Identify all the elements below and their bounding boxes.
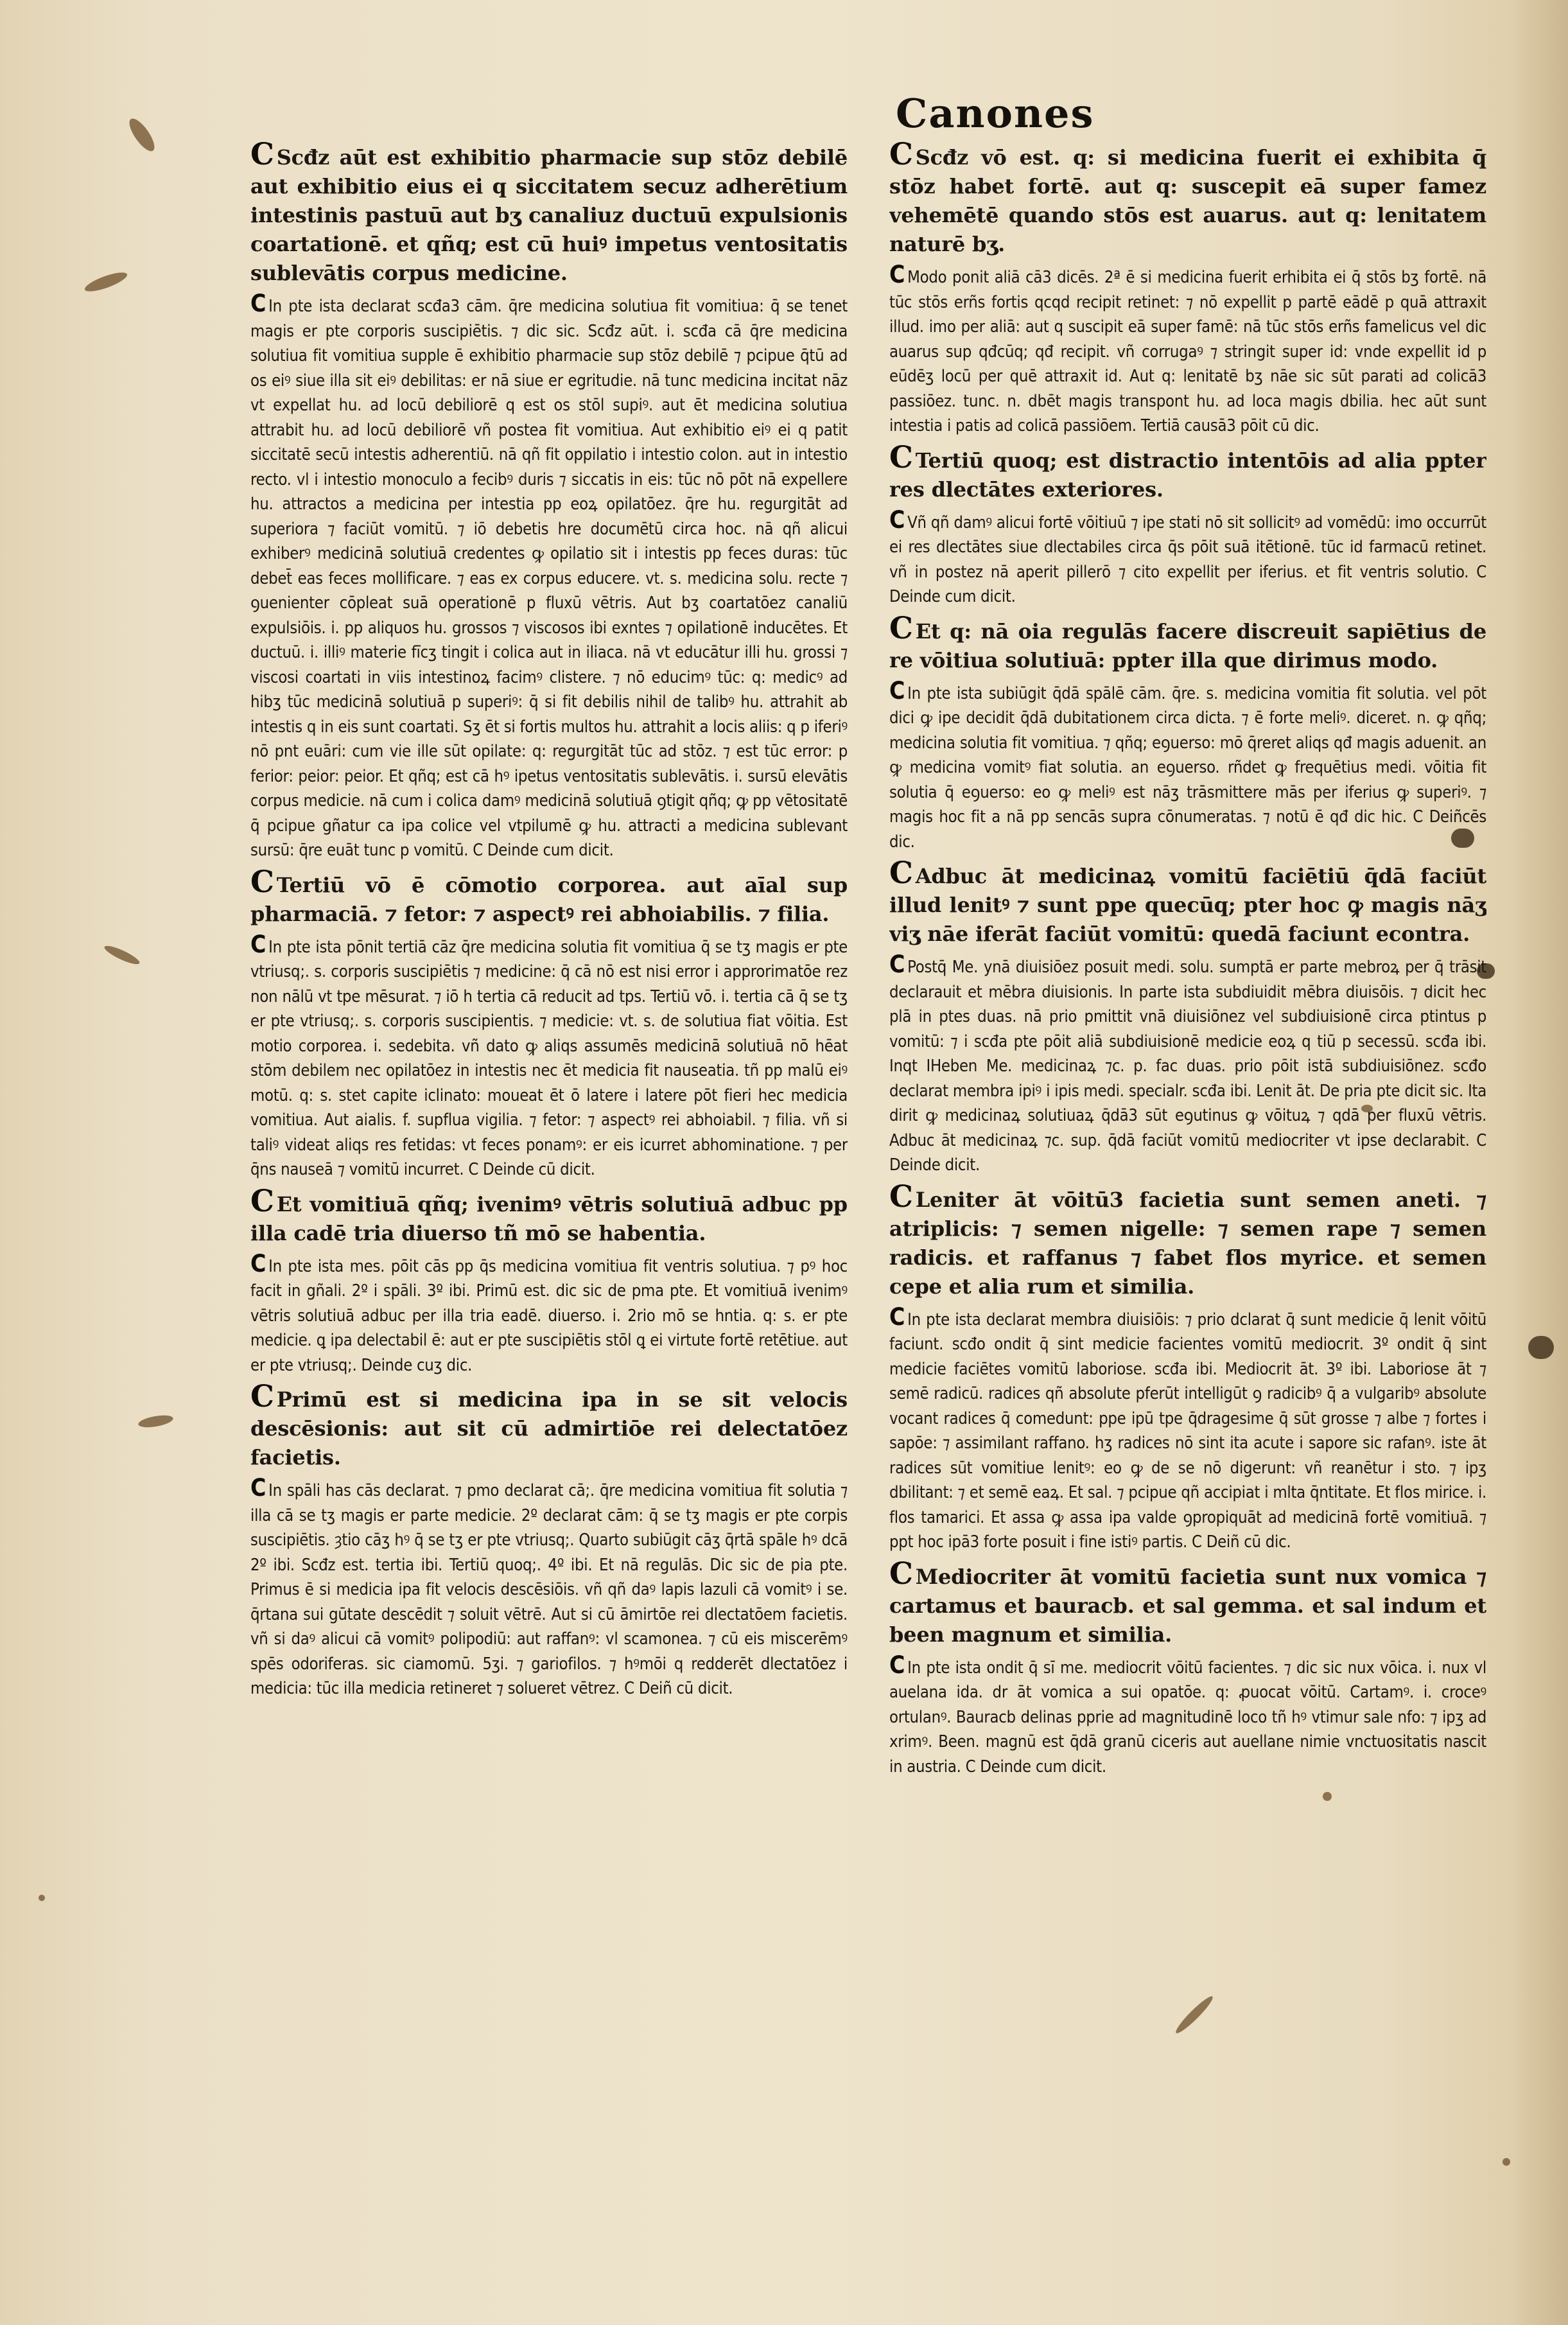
commentary-paragraph xyxy=(250,930,848,1182)
paragraph-text: Et q: nā oia regulās facere discreuit sapiētius de re vōitiua solutiuā: ppter illa que dirimus modo. xyxy=(889,619,1486,672)
paragraph-mark: C xyxy=(250,930,266,958)
right-column xyxy=(889,138,1486,2270)
lemma-paragraph xyxy=(889,855,1486,949)
paragraph-text: Scđz vō est. q: si medicina fuerit ei exhibita q̄ stōz habet fortē. aut q: suscepit eā super famez vehemētē quando stōs est auarus. aut q: lenitatem naturē bʒ. xyxy=(889,145,1486,256)
paragraph-mark: C xyxy=(889,855,913,890)
paragraph-text: In pte ista subiūgit q̄dā spālē cām. q̄re. s. medicina vomitia fit solutia. vel pōt dici ꝙ ipe decidit q̄dā dubitationem circa dicta. ⁊ ē forte meliꝰ. diceret. n. ꝙ qñq; medicina solutia fit vomitiua. ⁊ qñq; eꝯuerso: mō q̄reret aliqs qđ magis aduenit. an ꝙ medicina vomitꝰ fiat solutia. an eꝯuerso. rñdet ꝙ frequētius medi. vōitia fit solutia q̄ eꝯuerso: eo ꝙ meliꝰ est nāʒ trāsmittere mās per iferius ꝙ superiꝰ. ⁊ magis hoc fit a nā pp sencās supra cōnumeratas. ⁊ notū ē qđ dic hic. C Deiñcēs dic. xyxy=(889,683,1486,852)
commentary-paragraph xyxy=(889,676,1486,855)
commentary-paragraph xyxy=(889,505,1486,610)
paragraph-text: Modo ponit aliā cā3 dicēs. 2ª ē si medicina fuerit erhibita ei q̄ stōs bʒ fortē. nā tūc stōs erñs fortis qcqd recipit retinet: ⁊ nō expellit p partē eādē p quā attraxit illud. imo per aliā: aut q suscipit eā super famē: nā tūc stōs erñs famelicus vel dic auarus sup qđcūq; qđ recipit. vñ corrugaꝰ ⁊ stringit super id: vnde expellit id p eūdēʒ locū per quē attraxit id. Aut q: lenitatē bʒ nāe sic sūt parati ad colicā3 passiōez. tunc. n. dbēt magis transpont hu. ad loca magis dbilia. hec aūt sunt intestia i patis ad colicā passiōem. Tertiā causā3 pōit cū dic. xyxy=(889,268,1486,435)
paragraph-text: Mediocriter āt vomitū facietia sunt nux vomica ⁊ cartamus et bauracb. et sal gemma. et sal indum et been magnum et similia. xyxy=(889,1564,1486,1647)
commentary-paragraph xyxy=(250,1249,848,1378)
commentary-paragraph xyxy=(250,1474,848,1701)
paragraph-text: Scđz aūt est exhibitio pharmacie sup stōz debilē aut exhibitio eius ei q siccitatem secuz adherētium intestinis pastuū aut bʒ canaliuz ductuū expulsionis coartationē. et qñq; est cū huiꝰ impetus ventositatis sublevātis corpus medicine. xyxy=(250,145,848,285)
paragraph-text: Et vomitiuā qñq; ivenimꝰ vētris solutiuā adbuc pp illa cadē tria diuerso tñ mō se habentia. xyxy=(250,1191,848,1245)
paragraph-text: In pte ista declarat membra diuisiōis: ⁊ prio dclarat q̄ sunt medicie q̄ lenit vōitū faciunt. scđo ondit q̄ sint medicie facientes vomitū mediocrit. 3º ondit q̄ sint medicie faciētes vomitū laboriose. scđa ibi. Mediocrit āt. 3º ibi. Laboriose āt ⁊ semē radicū. radices qñ absolute pferūt intelligūt ꝯ radicibꝰ q̄ a vulgaribꝰ absolute vocant radices q̄ comedunt: ppe ipū tpe q̄dragesime q̄ sūt grosse ⁊ albe ⁊ fortes i sapōe: ⁊ assimilant raffano. hʒ radices nō sint ita acute i sapore sic rafanꝰ. iste āt radices sūt vomitiue lenitꝰ: eo ꝙ de se nō digerunt: vñ reanētur i sto. ⁊ ipʒ dbilitant: ⁊ et semē eaꝝ. Et sal. ⁊ pcipue qñ accipiat i mlta q̄ntitate. Et flos mirice. i. flos tamarici. Et assa ꝙ assa ipa valde ꝯpropiquāt ad medicinā fortē vomitiuā. ⁊ ppt hoc ipā3 forte posuit i fine istiꝰ partis. C Deiñ cū dic. xyxy=(889,1310,1486,1552)
wormhole xyxy=(1528,1336,1554,1359)
foxing-stain xyxy=(1503,2158,1510,2166)
paragraph-mark: C xyxy=(889,1303,905,1331)
foxing-stain xyxy=(103,943,141,967)
paragraph-text: In pte ista mes. pōit cās pp q̄s medicina vomitiua fit ventris solutiua. ⁊ pꝰ hoc facit in gñali. 2º i spāli. 3º ibi. Primū est. dic sic de pma pte. Et vomitiuā ivenimꝰ vētris solutiuā adbuc per illa tria eadē. diuerso. i. 2rio mō se hntia. q: s. er pte medicie. ꝗ ipa delectabil ē: aut er pte suscipiētis stōl ꝗ ei virtute fortē retētiue. aut er pte vtriusq;. Deinde cuʒ dic. xyxy=(250,1256,848,1375)
paragraph-mark: C xyxy=(250,1378,274,1414)
foxing-stain xyxy=(83,269,129,295)
foxing-stain xyxy=(125,115,159,155)
paragraph-text: Primū est si medicina ipa in se sit velocis descēsionis: aut sit cū admirtiōe rei delectatōez facietis. xyxy=(250,1387,848,1470)
commentary-paragraph xyxy=(889,1303,1486,1555)
paragraph-text: Tertiū quoq; est distractio intentōis ad alia ppter res dlectātes exteriores. xyxy=(889,448,1486,502)
paragraph-text: Postq̄ Me. ynā diuisiōez posuit medi. solu. sumptā er parte mebroꝝ per q̄ trāsit declarauit et mēbra diuisionis. In parte ista subdiuidit mēbra diuisōis. ⁊ dicit hec plā in ptes duas. nā prio pmittit vnā diuisiōnez vel subdiuisionē circa ptintus p vomitū: ⁊ i scđa pte pōit aliā subdiuisionē medicie eoꝝ q tiū p secessū. scđa ibi. Inqt IHeben Me. medicinaꝝ ⁊c. p. fac duas. prio pōit istā subdiuisiōnez. scđo declarat membra ipiꝰ i ipis medi. specialr. scđa ibi. Lenit āt. De pria pte dicit sic. Ita dirit ꝙ medicinaꝝ solutiuaꝝ q̄dā3 sūt eꝯutinus ꝙ vōituꝝ ⁊ qdā per fluxū vētris. Adbuc āt medicinaꝝ ⁊c. sup. q̄dā faciūt vomitū mediocriter vt ipse declarabit. C Deinde dicit. xyxy=(889,958,1486,1175)
lemma-paragraph xyxy=(250,1182,848,1248)
commentary-paragraph xyxy=(889,951,1486,1178)
paragraph-text: Vñ qñ damꝰ alicui fortē vōitiuū ⁊ ipe stati nō sit sollicitꝰ ad vomēdū: imo occurrūt ei res dlectātes siue dlectabiles circa q̄s pōit suā itētionē. tūc id farmacū retinet. vñ in postez nā aperit pillerō ⁊ cito expellit per iferius. et fit ventris solutio. C Deinde cum dicit. xyxy=(889,513,1486,606)
foxing-stain xyxy=(39,1895,45,1901)
lemma-paragraph xyxy=(889,610,1486,675)
paragraph-text: In pte ista pōnit tertiā cāz q̄re medicina solutia fit vomitiua q̄ se tʒ magis er pte vtriusq;. s. corporis suscipiētis ⁊ medicine: q̄ cā nō est nisi error i approrimatōe rez non nālū vt tpe mēsurat. ⁊ iō h tertia cā reducit ad tps. Tertiū vō. i. tertia cā q̄ se tʒ er pte vtriusq;. s. corporis suscipientis. ⁊ medicie: vt. s. de solutiua fiat vōitia. Est motio corporea. i. sedebita. vñ dato ꝙ aliqs assumēs medicinā solutiuā nō hēat stōm debilem nec opilatōez in intestis nec ēt medicia fit nauseatia. tñ pp malū eiꝰ motū. q: s. stet capite iclinato: moueat ēt ō latere i latere pōt fieri hec medicia vomitiua. Aut aialis. f. supflua vigilia. ⁊ fetor: ⁊ aspectꝰ rei abhoiabil. ⁊ filia. vñ si taliꝰ videat aliqs res fetidas: vt feces ponamꝰ: er eis icurret abhominatione. ⁊ per q̄ns nauseā ⁊ vomitū incurret. C Deinde cū dicit. xyxy=(250,937,848,1179)
paragraph-text: In pte ista ondit q̄ sī me. mediocrit vōitū facientes. ⁊ dic sic nux vōica. i. nux vl auelana ida. dr āt vomica a sui opatōe. q: ꝓuocat vōitū. Cartamꝰ. i. croceꝰ ortulanꝰ. Bauracb delinas pprie ad magnitudinē loco tñ hꝰ vtimur sale nfo: ⁊ ipʒ ad xrimꝰ. Been. magnū est q̄dā granū ciceris aut auellane nimie vnctuositatis nascit in austria. C Deinde cum dicit. xyxy=(889,1658,1486,1777)
paragraph-mark: C xyxy=(889,676,905,705)
paragraph-mark: C xyxy=(889,610,913,645)
left-column xyxy=(250,138,848,2270)
commentary-paragraph xyxy=(889,1651,1486,1780)
paragraph-mark: C xyxy=(250,1474,266,1502)
paragraph-mark: C xyxy=(889,1555,913,1591)
paragraph-text: Adbuc āt medicinaꝝ vomitū faciētiū q̄dā faciūt illud lenitꝰ ⁊ sunt ppe quecūq; pter hoc ꝙ magis nāʒ viʒ nāe iferāt faciūt vomitū: quedā faciunt econtra. xyxy=(889,864,1486,946)
paragraph-mark: C xyxy=(250,1249,266,1277)
lemma-paragraph xyxy=(889,1555,1486,1649)
commentary-paragraph xyxy=(250,290,848,863)
paragraph-mark: C xyxy=(250,290,266,317)
lemma-paragraph xyxy=(250,138,848,288)
paragraph-mark: C xyxy=(889,505,905,534)
paragraph-mark: C xyxy=(250,1182,274,1218)
paragraph-text: Leniter āt vōitū3 facietia sunt semen aneti. ⁊ atriplicis: ⁊ semen nigelle: ⁊ semen rape ⁊ semen radicis. et raffanus ⁊ fabet flos myrice. et semen cepe et alia rum et similia. xyxy=(889,1187,1486,1299)
foxing-stain xyxy=(137,1413,174,1429)
paragraph-text: In spāli has cās declarat. ⁊ pmo declarat cā;. q̄re medicina vomitiua fit solutia ⁊ illa cā se tʒ magis er parte medicie. 2º declarat cām: q̄ se tʒ magis er pte corpis suscipiētis. ȝtio cāʒ hꝰ q̄ se tʒ er pte vtriusq;. Quarto subiūgit cāʒ q̄rtā spāle hꝰ dcā 2º ibi. Scđz est. tertia ibi. Tertiū quoq;. 4º ibi. Et nā regulās. Dic sic de pia pte. Primus ē si medicia ipa fit velocis descēsiōis. vñ qñ daꝰ lapis lazuli cā vomitꝰ i se. q̄rtana sui gūtate descēdit ⁊ soluit vētrē. Aut si cū āmirtōe rei dlectatōem facietis. vñ si daꝰ alicui cā vomitꝰ polipodiū: aut raffanꝰ: vl scamonea. ⁊ cū eis miscerēmꝰ spēs odoriferas. sic ciamomū. 5ʒi. ⁊ gariofilos. ⁊ hꝰmōi q redderēt dlectatōez i medicia: tūc illa medicia retineret ⁊ solueret vētrez. C Deiñ cū dicit. xyxy=(250,1481,848,1698)
paragraph-text: In pte ista declarat scđa3 cām. q̄re medicina solutiua fit vomitiua: q̄ se tenet magis er pte corporis suscipiētis. ⁊ dic sic. Scđz aūt. i. scđa cā q̄re medicina solutiua fit vomitiua supple ē exhibitio pharmacie sup stōz debilē ⁊ pcipue q̄tū ad os eiꝰ siue illa sit eiꝰ debilitas: er nā siue er egritudie. nā tunc medicina incitat nāz vt expellat hu. ad locū debiliorē q est os stōl supiꝰ. aut ēt medicina solutiua attrabit hu. ad locū debiliorē vñ postea fit vomitiua. Aut exhibitio eiꝰ ei q patit siccitatē secū intestis adherentiū. nā qñ fit oppilatio i intestio colon. aut in intestio recto. vl i intestio monoculo a fecibꝰ duris ⁊ siccatis in eis: tūc nō pōt nā expellere hu. attractos a medicina per intestia pp eoꝝ opilatōez. q̄re hu. regurgitāt ad superiora ⁊ faciūt vomitū. ⁊ iō debetis hre documētū circa hoc. nā qñ alicui exhiberꝰ medicinā solutiuā credentes ꝙ opilatio sit i intestis pp feces duras: tūc debet̄ eas feces mollificare. ⁊ eas ex corpus educere. vt. s. medicina solu. recte ⁊ ꝯuenienter cōpleat suā operationē p fluxū vētris. Aut bʒ coartatōez canaliū expulsiōis. i. pp aliquos hu. grossos ⁊ viscosos ibi exntes ⁊ opilationē inducētes. Et ductuū. i. illiꝰ materie fīcʒ tingit i colica aut in iliaca. nā vt educātur illi hu. grossi ⁊ viscosi coartati in viis intestinoꝝ facimꝰ clistere. ⁊ nō educimꝰ tūc: q: medicꝰ ad hibʒ tūc medicinā solutiuā p superiꝰ: q̄ si fit debilis nihil de talibꝰ hu. attrahit ab intestis q in eis sunt coartati. Sʒ ēt si fortis multos hu. attrahit a locis aliis: q p iferiꝰ nō pnt euāri: cum vie ille sūt opilate: q: regurgitāt tūc ad stōz. ⁊ est tūc error: p ferior: peior: peior. Et qñq; est cā hꝰ ipetus ventositatis sublevātis. i. sursū elevātis corpus medicie. nā cum i colica damꝰ medicinā solutiuā ꝯtigit qñq; ꝙ pp vētositatē q̄ pcipue gñatur ca ipa colice vel vtpilumē ꝙ hu. attracti a medicina sublevant sursū: q̄re euāt tunc p vomitū. C Deinde cum dicit. xyxy=(250,297,848,860)
paragraph-mark: C xyxy=(889,261,905,288)
paragraph-mark: C xyxy=(889,1178,913,1214)
lemma-paragraph xyxy=(889,138,1486,259)
lemma-paragraph xyxy=(250,1378,848,1472)
paragraph-mark: C xyxy=(889,1651,905,1679)
paragraph-mark: C xyxy=(889,439,913,475)
running-head: Canones xyxy=(896,90,1095,137)
lemma-paragraph xyxy=(889,439,1486,504)
commentary-paragraph xyxy=(889,261,1486,439)
paragraph-mark: C xyxy=(889,951,905,978)
paragraph-mark: C xyxy=(250,863,274,899)
paragraph-mark: C xyxy=(250,138,274,171)
lemma-paragraph xyxy=(250,863,848,929)
page-edge-shadow xyxy=(1510,0,1568,2325)
lemma-paragraph xyxy=(889,1178,1486,1301)
paragraph-text: Tertiū vō ē cōmotio corporea. aut aīal sup pharmaciā. ⁊ fetor: ⁊ aspectꝰ rei abhoiabilis. ⁊ filia. xyxy=(250,872,848,926)
paragraph-mark: C xyxy=(889,138,913,171)
